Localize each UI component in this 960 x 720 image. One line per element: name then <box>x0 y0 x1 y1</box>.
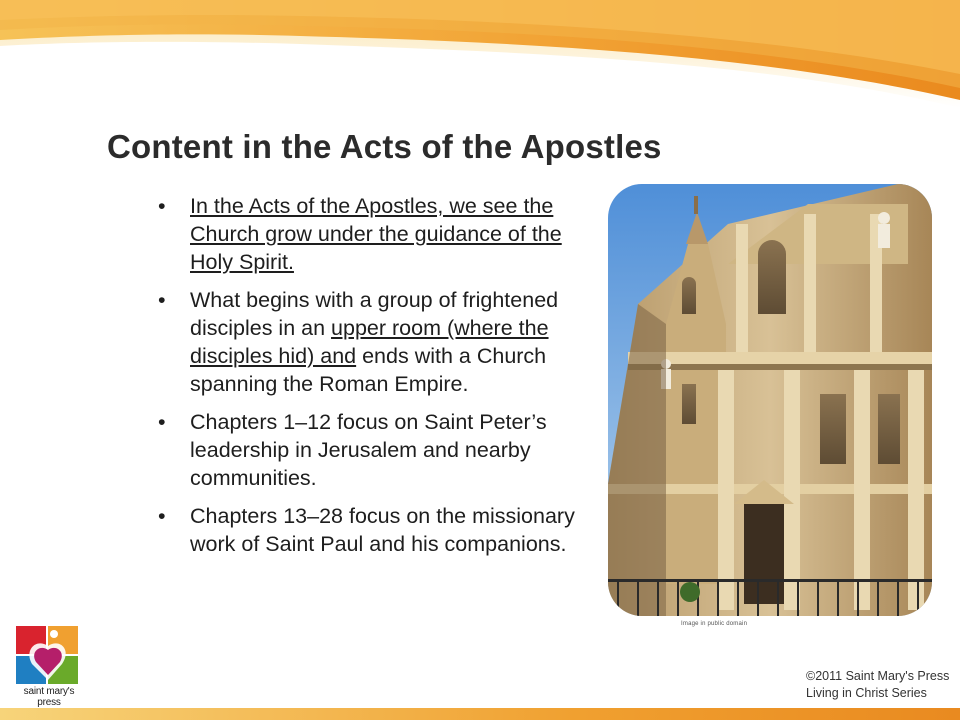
series-line: Living in Christ Series <box>806 686 927 700</box>
bullet-text: Chapters 13–28 focus on the missionary work of Saint Paul and his companions. <box>190 504 575 556</box>
bullet-dot-icon: • <box>158 410 166 434</box>
image-credit: Image in public domain <box>681 621 748 627</box>
bullet-item <box>158 192 603 276</box>
slide-title: Content in the Acts of the Apostles <box>107 128 662 165</box>
bullet-dot-icon: • <box>158 194 166 218</box>
bullet-text-link[interactable]: upper room (where the disciples hid) and <box>190 316 549 368</box>
logo-text: saint mary's press <box>23 686 75 708</box>
bullet-item <box>158 502 603 558</box>
bullet-text: What begins with a group of frightened disciples in an <box>190 288 559 340</box>
bullet-item <box>158 286 603 398</box>
bullet-text: Chapters 1–12 focus on Saint Peter’s leadership in Jerusalem and nearby communities. <box>190 410 547 490</box>
logo-mark-icon <box>14 620 84 686</box>
bullet-list <box>158 192 603 568</box>
bullet-dot-icon: • <box>158 288 166 312</box>
bullet-item <box>158 408 603 492</box>
header-swoosh-decoration <box>0 0 960 110</box>
church-photo <box>608 184 932 616</box>
saint-marys-press-logo <box>14 620 84 708</box>
bullet-dot-icon: • <box>158 504 166 528</box>
bullet-text-link[interactable]: In the Acts of the Apostles, we see the Church grow under the guidance of the Holy Spirit. <box>190 194 562 274</box>
copyright-line: ©2011 Saint Mary's Press <box>806 669 950 683</box>
bullet-text: ends with a Church spanning the Roman Empire. <box>190 344 547 396</box>
copyright-block <box>806 668 949 702</box>
footer-bar <box>0 708 960 720</box>
